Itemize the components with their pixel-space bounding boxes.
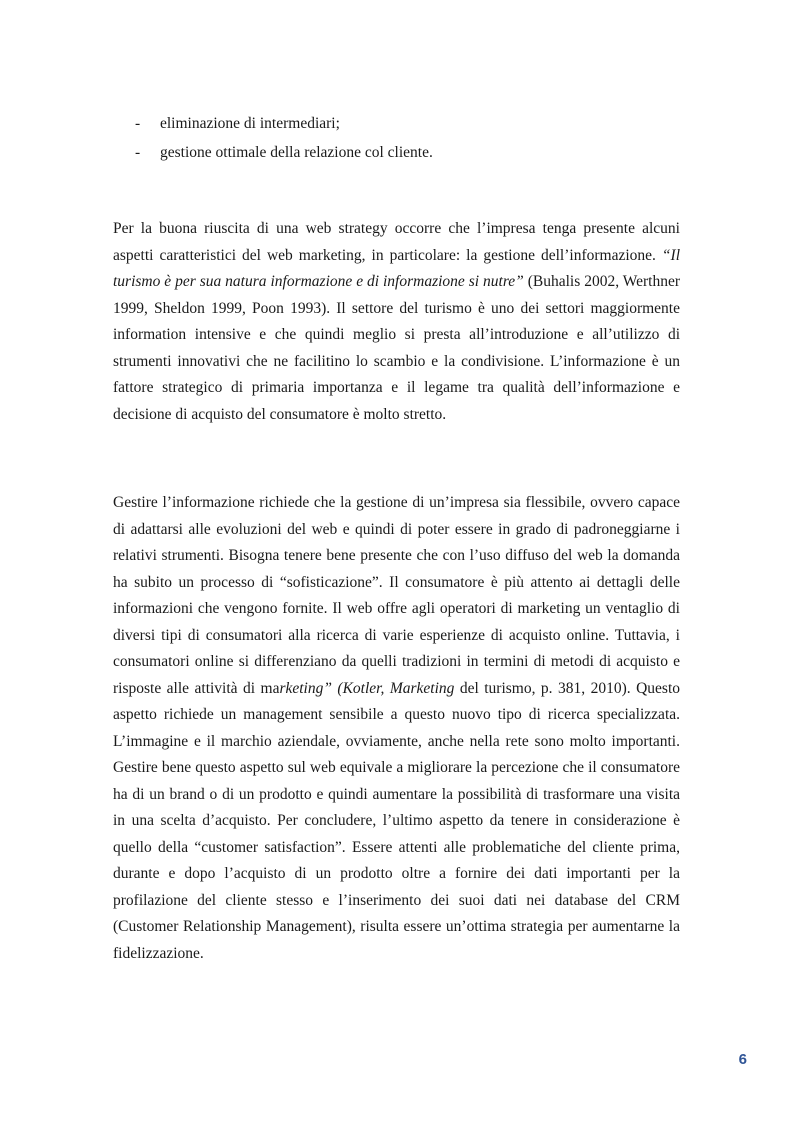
page-number: 6: [738, 1051, 747, 1068]
bullet-text: eliminazione di intermediari;: [160, 115, 340, 132]
paragraph-text: Gestire l’informazione richiede che la gestione di un’impresa sia flessibile, ovvero capace di adattarsi alle evoluzioni del web e quindi di poter essere in grado di padroneggiarne i relativi strumenti. Bisogna tenere bene presente che con l’uso diffuso del web la domanda ha subito un processo di “sofisticazione”. Il consumatore è più attento ai dettagli delle informazioni che vengono fornite. Il web offre agli operatori di marketing un ventaglio di diversi tipi di consumatori alla ricerca di varie esperienze di acquisto online. Tuttavia, i consumatori online si differenziano da quelli tradizioni in termini di metodi di acquisto e risposte alle attività di ma: [113, 494, 680, 697]
bullet-dash: -: [135, 115, 141, 132]
bullet-item: [135, 141, 695, 170]
bullet-text: gestione ottimale della relazione col cliente.: [160, 144, 433, 161]
paragraph-information-management: [113, 490, 680, 967]
bullet-item: [135, 112, 695, 141]
citation-italic: rketing” (Kotler, Marketing: [279, 679, 455, 697]
quote-text: “Il turismo è per sua natura informazione e di informazione si nutre”: [113, 246, 680, 290]
paragraph-text: (Buhalis 2002, Werthner 1999, Sheldon 1999, Poon 1993). Il settore del turismo è uno dei settori maggiormente information intensive e che quindi meglio si presta all’introduzione e all’utilizzo di strumenti innovativi che ne facilitino lo scambio e la condivisione. L’informazione è un fattore strategico di primaria importanza e il legame tra qualità dell’informazione e decisione di acquisto del consumatore è molto stretto.: [113, 273, 680, 423]
bullet-dash: -: [135, 144, 141, 161]
paragraph-text: Per la buona riuscita di una web strategy occorre che l’impresa tenga presente alcuni aspetti caratteristici del web marketing, in particolare: la gestione dell’informazione.: [113, 220, 680, 264]
paragraph-web-strategy: [113, 216, 680, 428]
bullet-list: [135, 112, 695, 170]
paragraph-text: del turismo, p. 381, 2010). Questo aspetto richiede un management sensibile a questo nuovo tipo di ricerca specializzata. L’immagine e il marchio aziendale, ovviamente, anche nella rete sono molto importanti. Gestire bene questo aspetto sul web equivale a migliorare la percezione che il consumatore ha di un brand o di un prodotto e quindi aumentare la possibilità di trasformare una visita in una scelta d’acquisto. Per concludere, l’ultimo aspetto da tenere in considerazione è quello della “customer satisfaction”. Essere attenti alle problematiche del cliente prima, durante e dopo l’acquisto di un prodotto oltre a fornire dei dati importanti per la profilazione del cliente stesso e l’inserimento dei suoi dati nei database del CRM (Customer Relationship Management), risulta essere un’ottima strategia per aumentarne la fidelizzazione.: [113, 679, 680, 962]
